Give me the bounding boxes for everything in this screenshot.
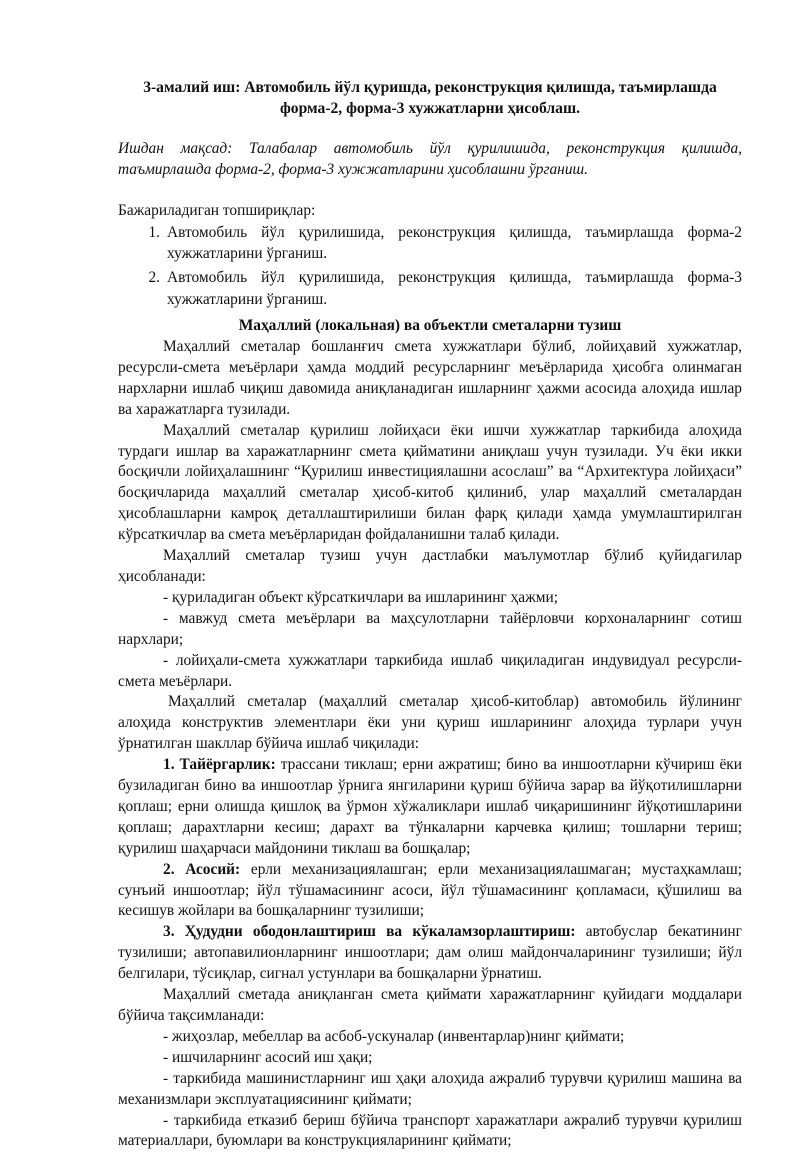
paragraph-5: Маҳаллий сметада аниқланган смета қиймати харажатларнинг қуйидаги моддалари бўйича тақсимланади:	[118, 986, 742, 1024]
numbered-item-text: трассани тиклаш; ерни ажратиш; бино ва иншоотларни кўчириш ёки бузиладиган бино ва иншоотлар ўрнига янгиларини қуриш бўйича зарар ва йўқотилишларни қоплаш; ерни олишда қишлоқ ва ўрмон хўжаликлари ишлаб чиқаришининг йўқотишларини қоплаш; дарахтларни кесиш; дарахт ва тўнкаларни карчевка қилиш; тошларни териш; қурилиш шаҳарчаси майдонини тиклаш ва бошқалар;	[118, 756, 742, 857]
numbered-item-label: 1. Тайёргарлик:	[163, 756, 276, 774]
task-text: Автомобиль йўл қурилишида, реконструкция қилишда, таъмирлашда форма-3 хужжатларини ўрганиш.	[167, 268, 742, 308]
paragraph-3: Маҳаллий сметалар тузиш учун дастлабки маълумотлар бўлиб қуйидагилар ҳисобланади:	[118, 547, 742, 585]
numbered-item-1	[118, 755, 742, 860]
dash-item: - мавжуд смета меъёрлари ва маҳсулотларни тайёрловчи корхоналарнинг сотиш нархлари;	[118, 609, 742, 648]
paragraph-4: Маҳаллий сметалар (маҳаллий сметалар ҳисоб-китоблар) автомобиль йўлининг алоҳида конструктив элементлари ёки уни қуриш ишларининг алоҳида турлари учун ўрнатилган шакллар бўйича ишлаб чиқилади:	[118, 693, 742, 753]
task-text: Автомобиль йўл қурилишида, реконструкция қилишда, таъмирлашда форма-2 хужжатларини ўрганиш.	[167, 223, 742, 263]
dash-item: - таркибида машинистларнинг иш ҳақи алоҳида ажралиб турувчи қурилиш машина ва механизмлари эксплуатациясининг қиймати;	[118, 1069, 742, 1108]
tasks-label: Бажариладиган топшириқлар:	[118, 201, 316, 219]
document-title	[118, 78, 742, 119]
section-title: Маҳаллий (локальная) ва объектли сметаларни тузиш	[238, 317, 622, 335]
numbered-item-label: 2. Асосий:	[163, 860, 241, 878]
numbered-item-3	[118, 922, 742, 985]
title-line-1: 3-амалий иш: Автомобиль йўл қуришда, реконструкция қилишда, таъмирлашда	[143, 79, 717, 96]
tasks-list	[118, 222, 742, 310]
dash-item: - лойиҳали-смета хужжатлари таркибида ишлаб чиқиладиган индувидуал ресурсли-смета меъёрлари.	[118, 651, 742, 690]
paragraph-2: Маҳаллий сметалар қурилиш лойиҳаси ёки ишчи хужжатлар таркибида алоҳида турдаги ишлар ва харажатларнинг смета қийматини аниқлаш учун тузилади. Уч ёки икки босқичли лойиҳалашнинг “Қурилиш инвестициялашни асослаш” ва “Архитектура лойиҳаси” босқичларида маҳаллий сметалар ҳисоб-китоб қилиниб, улар маҳаллий сметалардан ҳисоблашларни камроқ деталлаштирилиши билан фарқ қилади ҳамда умумлаштирилган кўрсаткичлар ва смета меъёрларидан фойдаланишни талаб қилади.	[118, 421, 742, 544]
numbered-item-2	[118, 860, 742, 923]
dash-item: - ишчиларнинг асосий иш ҳақи;	[163, 1048, 373, 1066]
title-line-2: форма-2, форма-3 хужжатларни ҳисоблаш.	[279, 99, 581, 117]
task-item	[118, 222, 742, 265]
paragraph-1: Маҳаллий сметалар бошланғич смета хужжатлари бўлиб, лойиҳавий хужжатлар, ресурсли-смета меъёрлари ҳамда моддий ресурсларнинг меъёрларида ҳисобга олинмаган нархларни ишлаб чиқиш давомида аниқланадиган ишларнинг ҳажми асосида алоҳида ишлар ва харажатларга тузилади.	[118, 338, 742, 418]
document-page	[118, 78, 742, 1152]
numbered-item-text: автобуслар бекатининг тузилиши; автопавилионларнинг иншоотлари; дам олиш майдончаларининг тузилиши; йўл белгилари, тўсиқлар, сигнал устунлари ва бошқаларни ўрнатиш.	[118, 923, 742, 983]
dash-item: - қуриладиган объект кўрсаткичлари ва ишларининг ҳажми;	[163, 588, 559, 606]
numbered-item-label: 3. Ҳудудни ободонлаштириш ва кўкаламзорлаштириш:	[163, 923, 576, 941]
dash-item: - таркибида етказиб бериш бўйича транспорт харажатлари ажралиб турувчи қурилиш материаллари, буюмлари ва конструкцияларининг қиймати;	[118, 1111, 742, 1150]
numbered-item-text: ерли механизациялашган; ерли механизациялашмаган; мустаҳкамлаш; сунъий иншоотлар; йўл тўшамасининг асоси, йўл тўшамасининг қопламаси, қўшилиш ва кесишув жойлари ва бошқаларнинг тузилиши;	[118, 860, 742, 920]
task-item	[118, 267, 742, 310]
task-number: 2.	[148, 268, 160, 286]
goal-paragraph: Ишдан мақсад: Талабалар автомобиль йўл қурилишида, реконструкция қилишда, таъмирлашда форма-2, форма-3 хужжатларини ҳисоблашни ўрганиш.	[118, 140, 742, 178]
dash-item: - жиҳозлар, мебеллар ва асбоб-ускуналар (инвентарлар)нинг қиймати;	[163, 1027, 625, 1045]
task-number: 1.	[148, 223, 160, 241]
